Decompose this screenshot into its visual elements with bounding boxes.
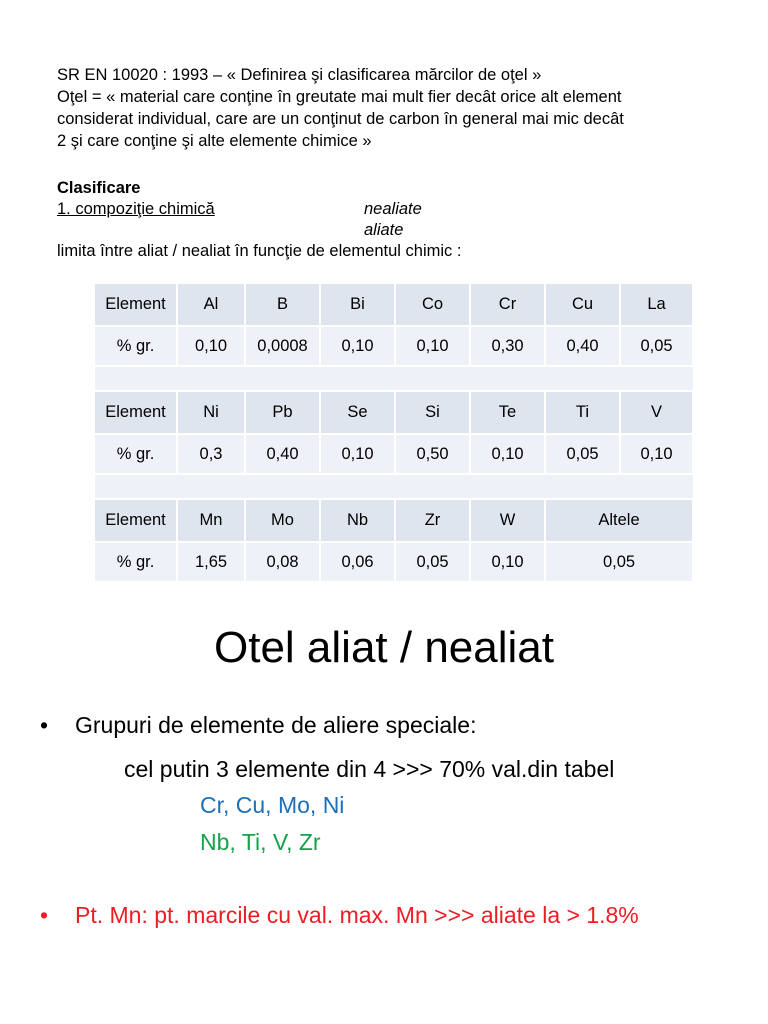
- value-cell: 0,10: [395, 326, 470, 366]
- table-row-elements: [95, 284, 693, 326]
- element-cell: Al: [177, 284, 245, 326]
- value-cell: 0,10: [320, 434, 395, 474]
- value-cell: 0,10: [320, 326, 395, 366]
- bullet-dot-icon: •: [40, 902, 49, 928]
- element-cell: Nb: [320, 499, 395, 542]
- value-cell: 0,10: [470, 542, 545, 582]
- value-cell: 0,08: [245, 542, 320, 582]
- classification-type-row: [57, 220, 737, 241]
- slide-title: Otel aliat / nealiat: [214, 623, 554, 672]
- table-row-values: [95, 326, 693, 366]
- table-row-elements: [95, 391, 693, 434]
- element-cell: V: [620, 391, 693, 434]
- value-cell: 0,40: [545, 326, 620, 366]
- weight-header: % gr.: [95, 326, 177, 366]
- element-cell: W: [470, 499, 545, 542]
- definition-line-3: 2 şi care conţine şi alte elemente chimice »: [57, 132, 372, 150]
- definition-line-1: Oţel = « material care conţine în greutate mai mult fier decât orice alt element: [57, 88, 622, 106]
- value-cell: 0,05: [395, 542, 470, 582]
- value-cell: 0,10: [177, 326, 245, 366]
- bullet-subline: cel putin 3 elemente din 4 >>> 70% val.din tabel: [124, 756, 615, 782]
- value-cell: 0,40: [245, 434, 320, 474]
- bullet-text-mn: Pt. Mn: pt. marcile cu val. max. Mn >>> aliate la > 1.8%: [75, 902, 639, 928]
- weight-header: % gr.: [95, 542, 177, 582]
- element-cell: B: [245, 284, 320, 326]
- element-limits-table: [95, 284, 694, 583]
- element-cell: Cu: [545, 284, 620, 326]
- table-row-elements: [95, 499, 693, 542]
- element-cell: Mn: [177, 499, 245, 542]
- element-cell: Mo: [245, 499, 320, 542]
- classification-criterion-row: [57, 199, 737, 220]
- type-nealiate: nealiate: [364, 200, 422, 218]
- element-cell: Bi: [320, 284, 395, 326]
- standard-code: SR EN 10020 : 1993: [57, 66, 209, 84]
- element-header: Element: [95, 499, 177, 542]
- element-cell: Si: [395, 391, 470, 434]
- value-cell: 0,05: [545, 434, 620, 474]
- value-cell: 0,50: [395, 434, 470, 474]
- element-header: Element: [95, 284, 177, 326]
- standard-name: – « Definirea şi clasificarea mărcilor de oţel »: [208, 66, 542, 84]
- value-cell: 0,30: [470, 326, 545, 366]
- value-cell: 0,10: [470, 434, 545, 474]
- classification-heading: Clasificare: [57, 179, 141, 197]
- standard-definition: [57, 64, 737, 152]
- weight-header: % gr.: [95, 434, 177, 474]
- element-cell: Ni: [177, 391, 245, 434]
- limit-text: limita între aliat / nealiat în funcţie de elementul chimic :: [57, 242, 462, 260]
- value-cell: 0,05: [620, 326, 693, 366]
- value-cell: 0,06: [320, 542, 395, 582]
- bullet-dot-icon: •: [40, 712, 49, 738]
- type-aliate: aliate: [364, 221, 404, 239]
- standard-title-line: [57, 64, 737, 86]
- value-cell: 0,05: [545, 542, 693, 582]
- element-header: Element: [95, 391, 177, 434]
- classification-section: [57, 178, 737, 262]
- bullet-text: Grupuri de elemente de aliere speciale:: [75, 712, 477, 738]
- value-cell: 0,3: [177, 434, 245, 474]
- element-cell: Se: [320, 391, 395, 434]
- element-group-blue: Cr, Cu, Mo, Ni: [200, 792, 345, 818]
- table-spacer-row: [95, 474, 693, 499]
- classification-criterion: 1. compoziţie chimică: [57, 200, 215, 218]
- value-cell: 0,10: [620, 434, 693, 474]
- element-cell: Ti: [545, 391, 620, 434]
- element-cell: Te: [470, 391, 545, 434]
- element-cell: Cr: [470, 284, 545, 326]
- element-cell: Zr: [395, 499, 470, 542]
- element-cell: La: [620, 284, 693, 326]
- element-cell: Altele: [545, 499, 693, 542]
- element-group-green: Nb, Ti, V, Zr: [200, 829, 321, 855]
- table-row-values: [95, 434, 693, 474]
- table-row-values: [95, 542, 693, 582]
- element-cell: Co: [395, 284, 470, 326]
- value-cell: 1,65: [177, 542, 245, 582]
- value-cell: 0,0008: [245, 326, 320, 366]
- element-cell: Pb: [245, 391, 320, 434]
- table-spacer-row: [95, 366, 693, 391]
- definition-line-2: considerat individual, care are un conţinut de carbon în general mai mic decât: [57, 110, 624, 128]
